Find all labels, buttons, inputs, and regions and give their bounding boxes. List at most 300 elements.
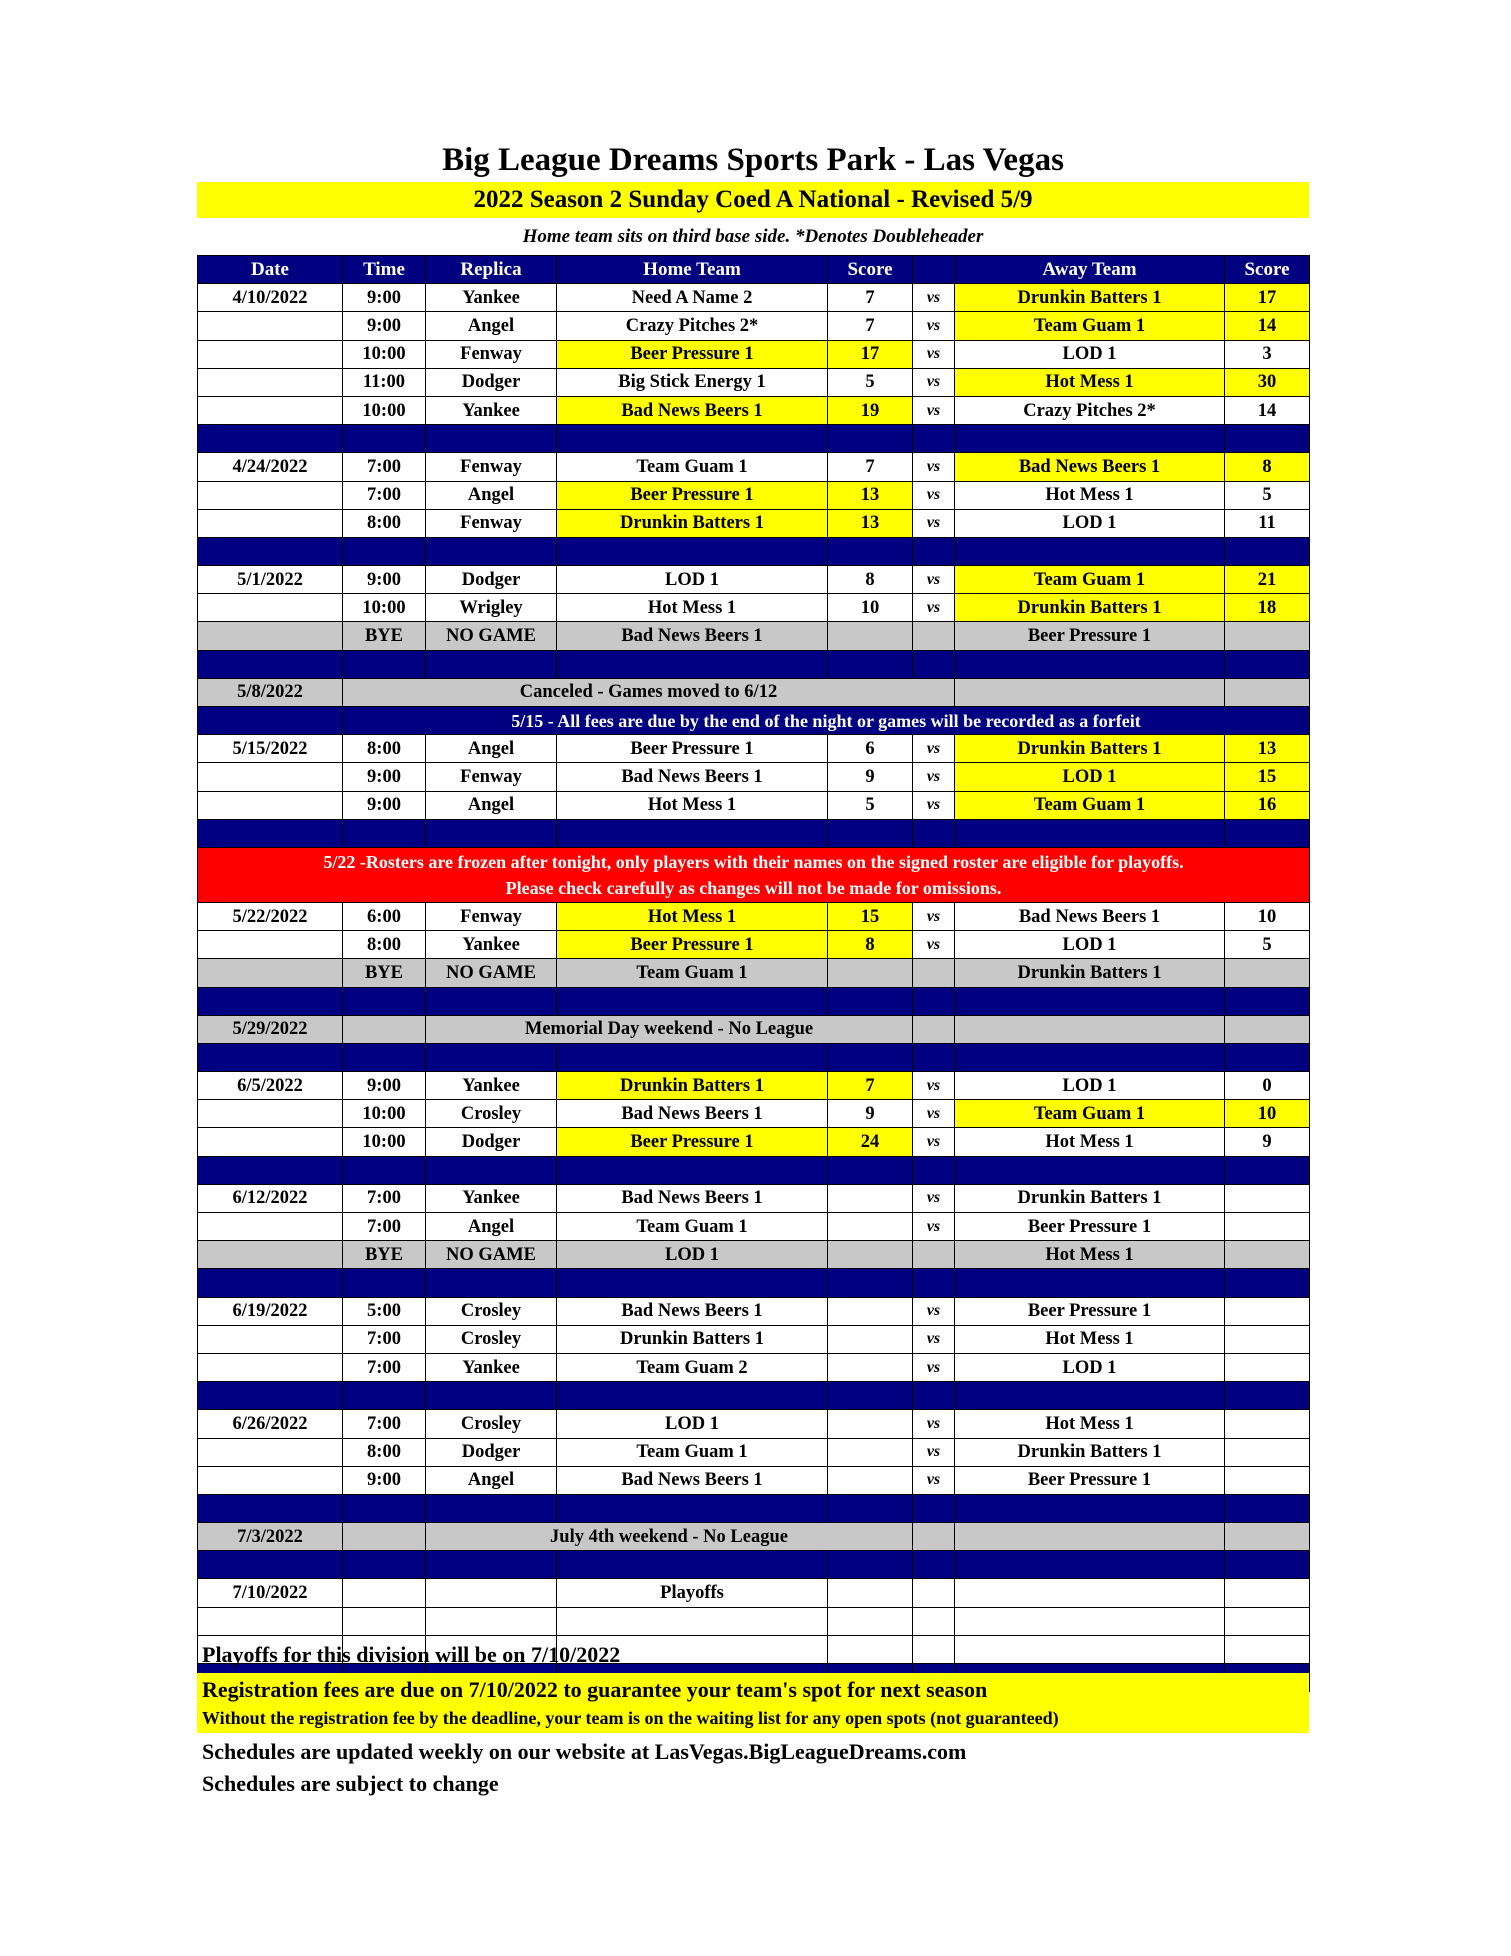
- vs-cell: vs: [913, 1072, 955, 1100]
- vs-cell: vs: [913, 566, 955, 594]
- replica-cell: Dodger: [426, 566, 557, 594]
- away-team-cell: Hot Mess 1: [955, 481, 1225, 509]
- page-title: Big League Dreams Sports Park - Las Vegas: [442, 142, 1064, 178]
- empty-cell: [913, 1015, 955, 1043]
- separator-cell: [343, 1551, 426, 1579]
- home-score-cell: 7: [828, 312, 913, 340]
- home-score-cell: [828, 1438, 913, 1466]
- home-score-cell: 7: [828, 284, 913, 312]
- home-team-cell: Bad News Beers 1: [557, 396, 828, 424]
- separator-cell: [198, 1494, 343, 1522]
- time-cell: 8:00: [343, 1438, 426, 1466]
- separator-row: [198, 1269, 1310, 1297]
- home-team-cell: Need A Name 2: [557, 284, 828, 312]
- replica-cell: Dodger: [426, 1438, 557, 1466]
- away-score-cell: 21: [1225, 566, 1310, 594]
- separator-cell: [828, 1269, 913, 1297]
- away-team-cell: Team Guam 1: [955, 566, 1225, 594]
- separator-cell: [557, 1156, 828, 1184]
- replica-cell: Yankee: [426, 931, 557, 959]
- home-team-cell: Bad News Beers 1: [557, 1297, 828, 1325]
- date-cell: [198, 368, 343, 396]
- home-team-cell: Drunkin Batters 1: [557, 1325, 828, 1353]
- time-cell: 10:00: [343, 1128, 426, 1156]
- home-team-cell: LOD 1: [557, 566, 828, 594]
- separator-cell: [1225, 819, 1310, 847]
- separator-cell: [198, 1156, 343, 1184]
- replica-cell: Angel: [426, 312, 557, 340]
- separator-cell: [426, 1269, 557, 1297]
- header-replica: Replica: [426, 256, 557, 284]
- separator-cell: [828, 819, 913, 847]
- separator-cell: [1225, 537, 1310, 565]
- away-team-cell: Team Guam 1: [955, 1100, 1225, 1128]
- vs-cell: vs: [913, 902, 955, 930]
- separator-cell: [828, 1043, 913, 1071]
- replica-cell: [426, 1579, 557, 1607]
- home-score-cell: [828, 622, 913, 650]
- game-row: [198, 1100, 1310, 1128]
- empty-cell: [1225, 1523, 1310, 1551]
- separator-cell: [828, 650, 913, 678]
- home-score-cell: 15: [828, 902, 913, 930]
- date-cell: 4/10/2022: [198, 284, 343, 312]
- home-score-cell: 7: [828, 453, 913, 481]
- home-team-cell: Team Guam 1: [557, 1213, 828, 1241]
- date-cell: [198, 959, 343, 987]
- separator-cell: [198, 1382, 343, 1410]
- home-score-cell: 10: [828, 594, 913, 622]
- game-row: [198, 1607, 1310, 1635]
- separator-cell: [426, 1043, 557, 1071]
- time-cell: 11:00: [343, 368, 426, 396]
- separator-cell: [198, 1269, 343, 1297]
- away-team-cell: Beer Pressure 1: [955, 622, 1225, 650]
- time-cell: 9:00: [343, 284, 426, 312]
- vs-cell: vs: [913, 509, 955, 537]
- separator-cell: [913, 537, 955, 565]
- date-cell: 5/15/2022: [198, 735, 343, 763]
- away-team-cell: LOD 1: [955, 340, 1225, 368]
- home-score-cell: [828, 1353, 913, 1381]
- home-score-cell: 13: [828, 481, 913, 509]
- game-row: [198, 594, 1310, 622]
- home-team-cell: Team Guam 2: [557, 1353, 828, 1381]
- game-row: [198, 340, 1310, 368]
- home-score-cell: 5: [828, 368, 913, 396]
- away-score-cell: [1225, 1607, 1310, 1635]
- time-cell: BYE: [343, 959, 426, 987]
- game-row: [198, 396, 1310, 424]
- home-team-cell: Drunkin Batters 1: [557, 1072, 828, 1100]
- home-score-cell: 9: [828, 763, 913, 791]
- separator-cell: [343, 425, 426, 453]
- away-team-cell: LOD 1: [955, 1072, 1225, 1100]
- vs-cell: vs: [913, 1100, 955, 1128]
- replica-cell: Wrigley: [426, 594, 557, 622]
- away-team-cell: Beer Pressure 1: [955, 1466, 1225, 1494]
- date-cell: [198, 1100, 343, 1128]
- home-score-cell: 24: [828, 1128, 913, 1156]
- vs-cell: [913, 1607, 955, 1635]
- vs-cell: vs: [913, 481, 955, 509]
- home-team-note: Home team sits on third base side. *Denotes Doubleheader: [522, 226, 984, 247]
- time-cell: 7:00: [343, 1184, 426, 1212]
- time-cell: 7:00: [343, 1353, 426, 1381]
- vs-cell: vs: [913, 763, 955, 791]
- separator-cell: [343, 1043, 426, 1071]
- replica-cell: Crosley: [426, 1100, 557, 1128]
- separator-cell: [426, 1551, 557, 1579]
- away-score-cell: 10: [1225, 902, 1310, 930]
- replica-cell: Angel: [426, 1213, 557, 1241]
- date-cell: 5/1/2022: [198, 566, 343, 594]
- away-score-cell: [1225, 1635, 1310, 1663]
- header-time: Time: [343, 256, 426, 284]
- game-row: [198, 763, 1310, 791]
- separator-cell: [913, 987, 955, 1015]
- date-cell: [198, 312, 343, 340]
- separator-cell: [955, 1494, 1225, 1522]
- replica-cell: NO GAME: [426, 1241, 557, 1269]
- separator-cell: [557, 1494, 828, 1522]
- away-score-cell: [1225, 622, 1310, 650]
- game-row: [198, 1353, 1310, 1381]
- separator-cell: [1225, 1382, 1310, 1410]
- replica-cell: Yankee: [426, 1353, 557, 1381]
- away-score-cell: 11: [1225, 509, 1310, 537]
- home-score-cell: [828, 1325, 913, 1353]
- separator-cell: [955, 650, 1225, 678]
- home-team-cell: LOD 1: [557, 1410, 828, 1438]
- season-subtitle: 2022 Season 2 Sunday Coed A National - Revised 5/9: [197, 182, 1309, 218]
- separator-cell: [955, 1551, 1225, 1579]
- waiting-list-note: Without the registration fee by the deadline, your team is on the waiting list for any open spots (not guaranteed): [202, 1708, 1059, 1728]
- away-team-cell: Beer Pressure 1: [955, 1213, 1225, 1241]
- home-team-cell: LOD 1: [557, 1241, 828, 1269]
- separator-cell: [557, 819, 828, 847]
- vs-cell: [913, 1635, 955, 1663]
- empty-cell: [955, 678, 1225, 706]
- separator-cell: [557, 425, 828, 453]
- away-team-cell: Drunkin Batters 1: [955, 284, 1225, 312]
- date-cell: 4/24/2022: [198, 453, 343, 481]
- away-team-cell: Bad News Beers 1: [955, 902, 1225, 930]
- replica-cell: NO GAME: [426, 959, 557, 987]
- home-score-cell: [828, 1410, 913, 1438]
- game-row: [198, 509, 1310, 537]
- away-team-cell: Drunkin Batters 1: [955, 735, 1225, 763]
- vs-cell: vs: [913, 1297, 955, 1325]
- home-score-cell: 5: [828, 791, 913, 819]
- separator-cell: [828, 1382, 913, 1410]
- separator-cell: [198, 1043, 343, 1071]
- separator-cell: [828, 1494, 913, 1522]
- game-row: [198, 1410, 1310, 1438]
- replica-cell: NO GAME: [426, 622, 557, 650]
- separator-cell: [557, 1043, 828, 1071]
- home-score-cell: 7: [828, 1072, 913, 1100]
- away-team-cell: Drunkin Batters 1: [955, 1184, 1225, 1212]
- vs-cell: vs: [913, 735, 955, 763]
- playoffs-note: Playoffs for this division will be on 7/10/2022: [202, 1642, 621, 1667]
- vs-cell: vs: [913, 396, 955, 424]
- time-cell: 9:00: [343, 1466, 426, 1494]
- separator-cell: [955, 1156, 1225, 1184]
- away-team-cell: Team Guam 1: [955, 312, 1225, 340]
- separator-cell: [343, 1494, 426, 1522]
- away-score-cell: [1225, 1438, 1310, 1466]
- replica-cell: Yankee: [426, 1072, 557, 1100]
- home-team-cell: Playoffs: [557, 1579, 828, 1607]
- separator-cell: [913, 1156, 955, 1184]
- separator-cell: [343, 1382, 426, 1410]
- date-cell: [198, 1607, 343, 1635]
- date-cell: 6/12/2022: [198, 1184, 343, 1212]
- vs-cell: vs: [913, 594, 955, 622]
- separator-cell: [913, 1382, 955, 1410]
- time-cell: 7:00: [343, 1213, 426, 1241]
- replica-cell: Crosley: [426, 1410, 557, 1438]
- separator-cell: [343, 1269, 426, 1297]
- header-home-team: Home Team: [557, 256, 828, 284]
- date-cell: 6/19/2022: [198, 1297, 343, 1325]
- separator-row: [198, 1382, 1310, 1410]
- replica-cell: Fenway: [426, 763, 557, 791]
- replica-cell: Yankee: [426, 1184, 557, 1212]
- separator-cell: [1225, 1043, 1310, 1071]
- separator-cell: [955, 1269, 1225, 1297]
- empty-cell: [913, 1523, 955, 1551]
- game-row: [198, 566, 1310, 594]
- header-away-score: Score: [1225, 256, 1310, 284]
- separator-cell: [913, 819, 955, 847]
- date-cell: [198, 791, 343, 819]
- replica-cell: Fenway: [426, 340, 557, 368]
- roster-alert: [198, 847, 1310, 902]
- away-team-cell: LOD 1: [955, 1353, 1225, 1381]
- separator-cell: [557, 1269, 828, 1297]
- separator-cell: [343, 987, 426, 1015]
- separator-cell: [913, 1551, 955, 1579]
- away-score-cell: 9: [1225, 1128, 1310, 1156]
- registration-note: Registration fees are due on 7/10/2022 to guarantee your team's spot for next season: [202, 1677, 988, 1702]
- away-score-cell: 5: [1225, 931, 1310, 959]
- date-cell: [198, 1241, 343, 1269]
- time-cell: 7:00: [343, 453, 426, 481]
- time-cell: 10:00: [343, 594, 426, 622]
- separator-cell: [343, 819, 426, 847]
- separator-cell: [426, 1156, 557, 1184]
- away-score-cell: [1225, 1213, 1310, 1241]
- home-score-cell: 13: [828, 509, 913, 537]
- empty-cell: [1225, 678, 1310, 706]
- away-team-cell: Drunkin Batters 1: [955, 959, 1225, 987]
- vs-cell: vs: [913, 1466, 955, 1494]
- home-score-cell: 8: [828, 931, 913, 959]
- vs-cell: [913, 959, 955, 987]
- away-score-cell: 18: [1225, 594, 1310, 622]
- home-score-cell: 8: [828, 566, 913, 594]
- time-cell: 9:00: [343, 1072, 426, 1100]
- separator-cell: [1225, 650, 1310, 678]
- separator-cell: [1225, 987, 1310, 1015]
- date-cell: 7/3/2022: [198, 1523, 343, 1551]
- home-team-cell: Beer Pressure 1: [557, 481, 828, 509]
- home-team-cell: Bad News Beers 1: [557, 1100, 828, 1128]
- away-team-cell: LOD 1: [955, 763, 1225, 791]
- date-cell: 5/8/2022: [198, 678, 343, 706]
- away-team-cell: Team Guam 1: [955, 791, 1225, 819]
- away-team-cell: Bad News Beers 1: [955, 453, 1225, 481]
- time-cell: 7:00: [343, 1410, 426, 1438]
- notice-text: Memorial Day weekend - No League: [426, 1015, 913, 1043]
- away-score-cell: 15: [1225, 763, 1310, 791]
- bye-row: [198, 959, 1310, 987]
- separator-cell: [955, 537, 1225, 565]
- vs-cell: vs: [913, 368, 955, 396]
- away-score-cell: [1225, 1579, 1310, 1607]
- replica-cell: Fenway: [426, 509, 557, 537]
- away-score-cell: 14: [1225, 312, 1310, 340]
- fees-banner: 5/15 - All fees are due by the end of the night or games will be recorded as a forfeit: [343, 707, 1310, 735]
- away-team-cell: [955, 1579, 1225, 1607]
- home-team-cell: Bad News Beers 1: [557, 1184, 828, 1212]
- time-cell: 10:00: [343, 340, 426, 368]
- separator-row: [198, 650, 1310, 678]
- home-score-cell: [828, 1297, 913, 1325]
- vs-cell: vs: [913, 453, 955, 481]
- vs-cell: vs: [913, 1184, 955, 1212]
- away-score-cell: [1225, 959, 1310, 987]
- empty-cell: [955, 1523, 1225, 1551]
- separator-cell: [557, 650, 828, 678]
- separator-cell: [426, 650, 557, 678]
- away-score-cell: 5: [1225, 481, 1310, 509]
- game-row: [198, 453, 1310, 481]
- replica-cell: Dodger: [426, 368, 557, 396]
- game-row: [198, 931, 1310, 959]
- home-team-cell: Bad News Beers 1: [557, 763, 828, 791]
- notice-text: July 4th weekend - No League: [426, 1523, 913, 1551]
- separator-cell: [426, 537, 557, 565]
- separator-cell: [955, 1382, 1225, 1410]
- date-cell: [198, 481, 343, 509]
- separator-cell: [955, 425, 1225, 453]
- away-score-cell: 10: [1225, 1100, 1310, 1128]
- separator-row: [198, 425, 1310, 453]
- away-team-cell: Drunkin Batters 1: [955, 1438, 1225, 1466]
- roster-alert-line-1: 5/22 -Rosters are frozen after tonight, only players with their names on the signed roster are eligible for playoffs.: [323, 851, 1184, 872]
- date-cell: [198, 763, 343, 791]
- vs-cell: vs: [913, 1128, 955, 1156]
- separator-cell: [955, 819, 1225, 847]
- no-league-row: [198, 1015, 1310, 1043]
- away-score-cell: [1225, 1353, 1310, 1381]
- time-cell: [343, 1579, 426, 1607]
- replica-cell: Dodger: [426, 1128, 557, 1156]
- date-cell: [198, 594, 343, 622]
- away-score-cell: 17: [1225, 284, 1310, 312]
- replica-cell: [426, 1607, 557, 1635]
- date-cell: [198, 622, 343, 650]
- vs-cell: [913, 622, 955, 650]
- game-row: [198, 481, 1310, 509]
- table-header-row: [198, 256, 1310, 284]
- time-cell: 9:00: [343, 763, 426, 791]
- time-cell: 8:00: [343, 509, 426, 537]
- time-cell: [343, 1607, 426, 1635]
- website-note: Schedules are updated weekly on our website at LasVegas.BigLeagueDreams.com: [202, 1739, 967, 1764]
- canceled-row: [198, 678, 1310, 706]
- replica-cell: Angel: [426, 735, 557, 763]
- bye-row: [198, 622, 1310, 650]
- header-vs: [913, 256, 955, 284]
- away-score-cell: 30: [1225, 368, 1310, 396]
- home-team-cell: Beer Pressure 1: [557, 735, 828, 763]
- separator-cell: [955, 987, 1225, 1015]
- home-team-cell: Hot Mess 1: [557, 594, 828, 622]
- time-cell: 9:00: [343, 566, 426, 594]
- game-row: [198, 1325, 1310, 1353]
- separator-row: [198, 1043, 1310, 1071]
- header-away-team: Away Team: [955, 256, 1225, 284]
- separator-cell: [426, 1382, 557, 1410]
- away-team-cell: Hot Mess 1: [955, 1410, 1225, 1438]
- game-row: [198, 1184, 1310, 1212]
- separator-row: [198, 537, 1310, 565]
- away-score-cell: 16: [1225, 791, 1310, 819]
- away-team-cell: Hot Mess 1: [955, 368, 1225, 396]
- time-cell: 9:00: [343, 312, 426, 340]
- vs-cell: vs: [913, 791, 955, 819]
- header-date: Date: [198, 256, 343, 284]
- separator-cell: [426, 819, 557, 847]
- separator-cell: [913, 425, 955, 453]
- separator-cell: [955, 1043, 1225, 1071]
- separator-cell: [557, 987, 828, 1015]
- game-row: [198, 284, 1310, 312]
- separator-row: [198, 987, 1310, 1015]
- separator-cell: [913, 1269, 955, 1297]
- home-team-cell: Drunkin Batters 1: [557, 509, 828, 537]
- separator-cell: [828, 1551, 913, 1579]
- date-cell: 5/29/2022: [198, 1015, 343, 1043]
- separator-row: [198, 1551, 1310, 1579]
- home-team-cell: Team Guam 1: [557, 453, 828, 481]
- away-score-cell: 8: [1225, 453, 1310, 481]
- bye-row: [198, 1241, 1310, 1269]
- away-score-cell: 0: [1225, 1072, 1310, 1100]
- separator-cell: [426, 1494, 557, 1522]
- away-team-cell: Crazy Pitches 2*: [955, 396, 1225, 424]
- home-team-cell: Beer Pressure 1: [557, 1128, 828, 1156]
- game-row: [198, 1438, 1310, 1466]
- home-team-cell: Hot Mess 1: [557, 791, 828, 819]
- separator-row: [198, 1156, 1310, 1184]
- game-row: [198, 1213, 1310, 1241]
- separator-cell: [1225, 1269, 1310, 1297]
- vs-cell: vs: [913, 1213, 955, 1241]
- away-team-cell: Beer Pressure 1: [955, 1297, 1225, 1325]
- separator-cell: [198, 537, 343, 565]
- replica-cell: Crosley: [426, 1297, 557, 1325]
- separator-cell: [198, 819, 343, 847]
- separator-cell: [1225, 1156, 1310, 1184]
- away-score-cell: [1225, 1325, 1310, 1353]
- replica-cell: Angel: [426, 1466, 557, 1494]
- game-row: [198, 1297, 1310, 1325]
